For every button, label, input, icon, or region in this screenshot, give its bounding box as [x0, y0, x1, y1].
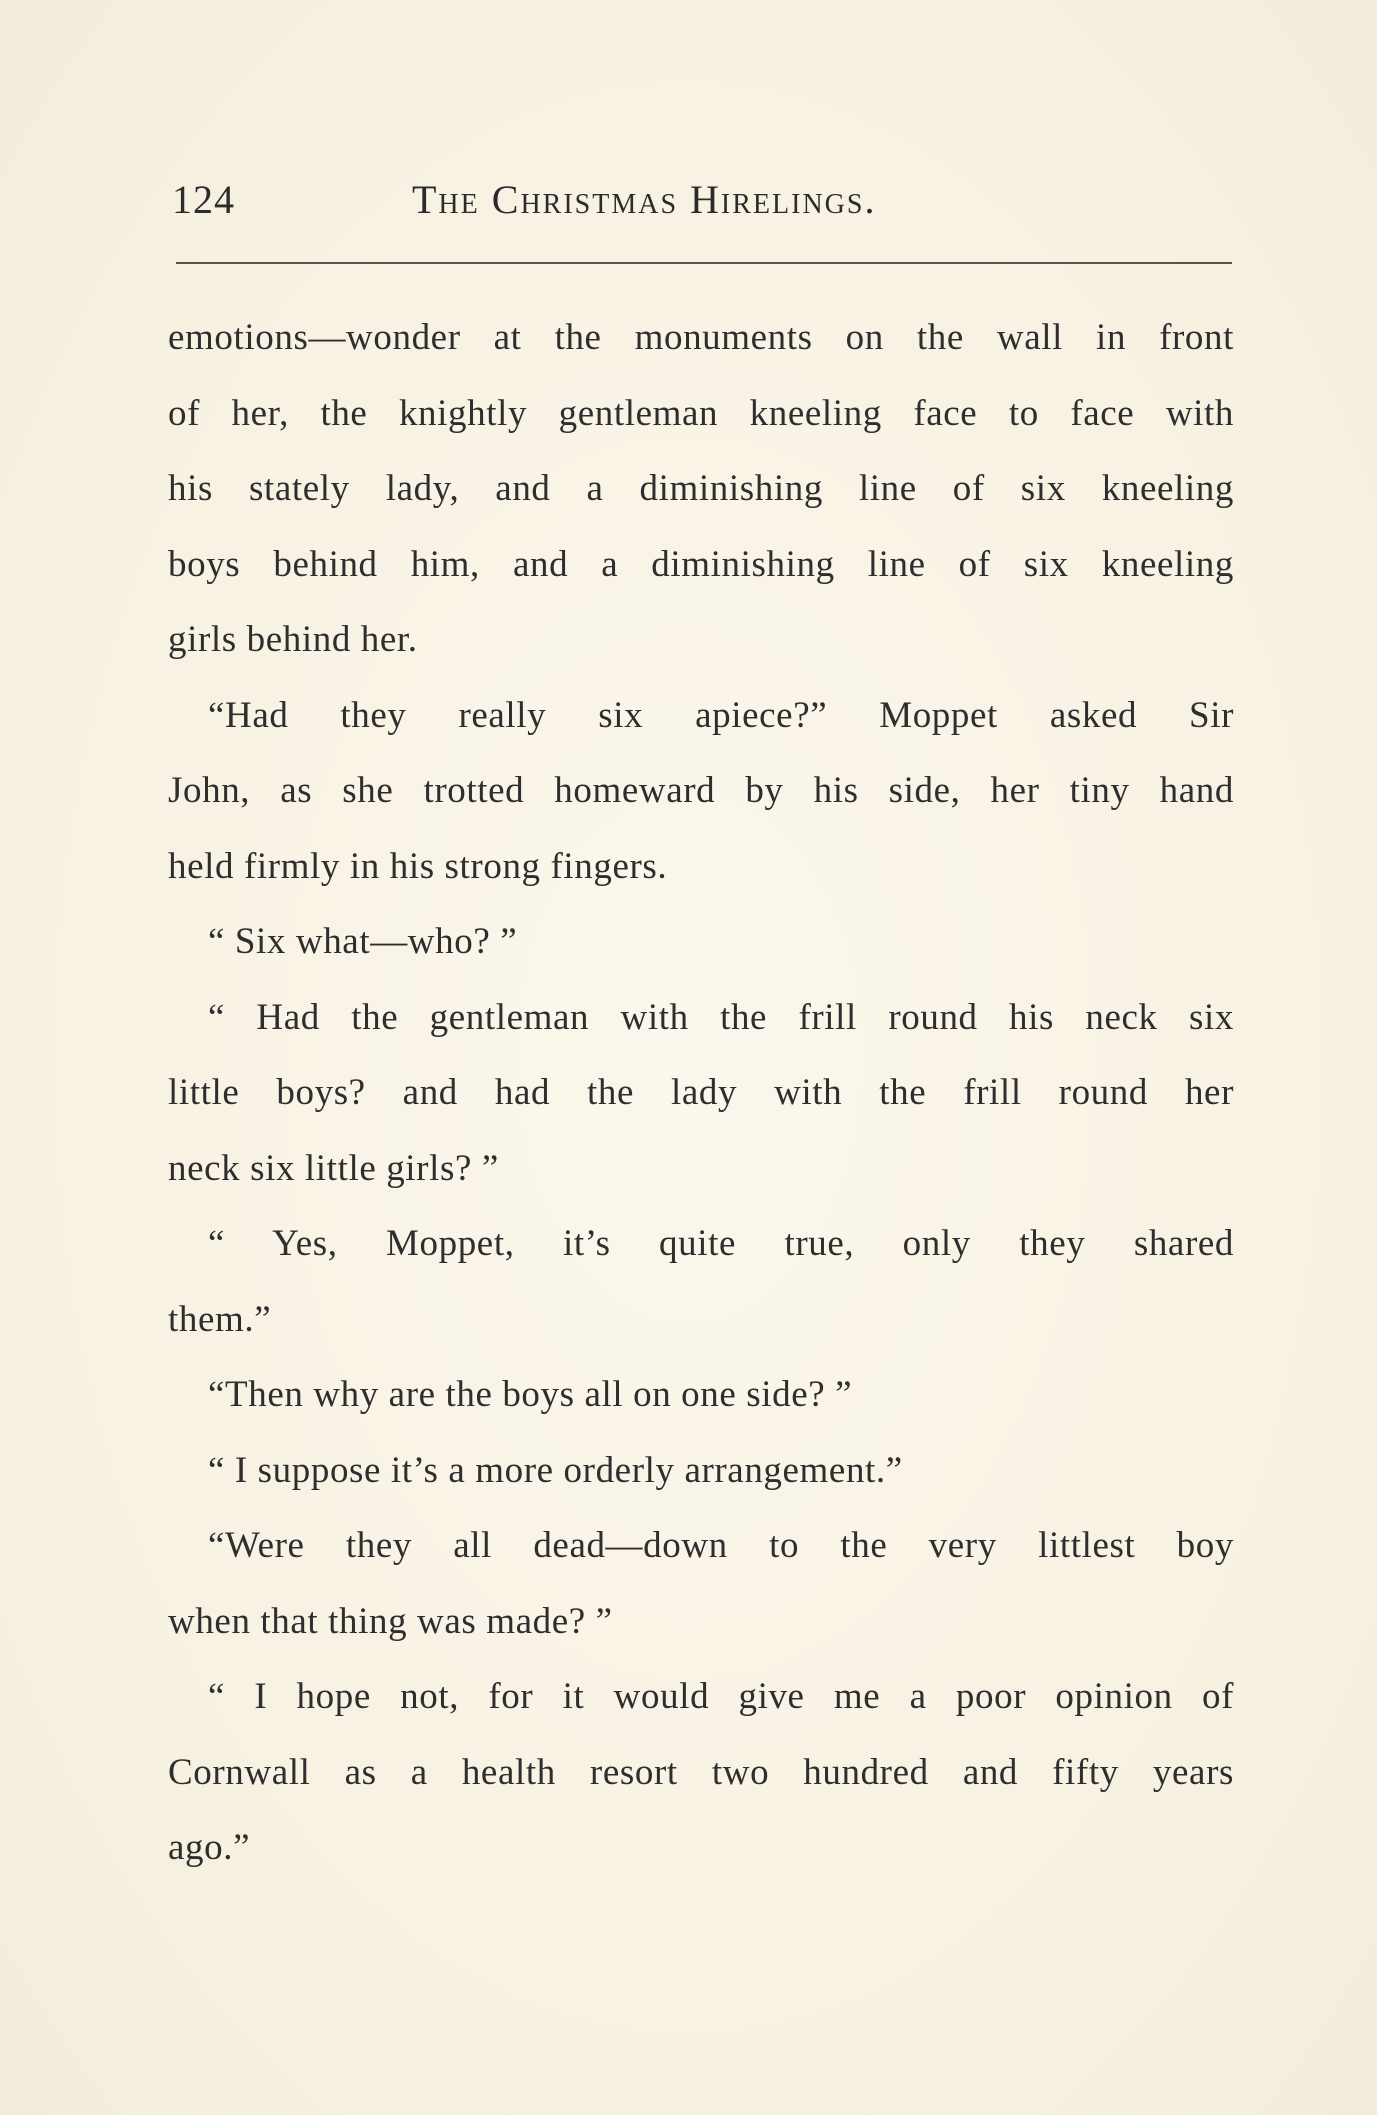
text-line: neck six little girls? ”	[168, 1147, 499, 1189]
text-line: his stately lady, and a diminishing line of six kneeling	[168, 468, 1234, 509]
header-rule	[176, 262, 1232, 264]
text-line: emotions—wonder at the monuments on the wall in front	[168, 317, 1234, 358]
running-title: The Christmas Hirelings.	[412, 177, 877, 222]
text-line: “Then why are the boys all on one side? ”	[208, 1374, 853, 1415]
text-line: “Were they all dead—down to the very littlest boy	[208, 1525, 1234, 1566]
page-number: 124	[172, 177, 235, 222]
text-line: little boys? and had the lady with the frill round her	[168, 1072, 1234, 1113]
text-line: “ Six what—who? ”	[208, 921, 518, 962]
text-line: “Had they really six apiece?” Moppet asked Sir	[208, 694, 1234, 736]
body-text	[168, 300, 1234, 1886]
text-line: “ Had the gentleman with the frill round his neck six	[208, 996, 1234, 1038]
text-line: them.”	[168, 1298, 272, 1340]
text-line: Cornwall as a health resort two hundred and fifty years	[168, 1751, 1234, 1793]
text-line: of her, the knightly gentleman kneeling face to face with	[168, 392, 1234, 434]
page-header	[172, 176, 1232, 236]
text-line: “ I hope not, for it would give me a poor opinion of	[208, 1676, 1234, 1717]
text-line: ago.”	[168, 1827, 251, 1868]
text-line: when that thing was made? ”	[168, 1600, 613, 1642]
text-line: John, as she trotted homeward by his side, her tiny hand	[168, 770, 1234, 811]
text-line: girls behind her.	[168, 619, 418, 660]
text-line: boys behind him, and a diminishing line of six kneeling	[168, 543, 1234, 585]
text-line: held firmly in his strong fingers.	[168, 845, 668, 887]
text-line: “ Yes, Moppet, it’s quite true, only they shared	[208, 1223, 1234, 1264]
text-line: “ I suppose it’s a more orderly arrangement.”	[208, 1449, 903, 1491]
